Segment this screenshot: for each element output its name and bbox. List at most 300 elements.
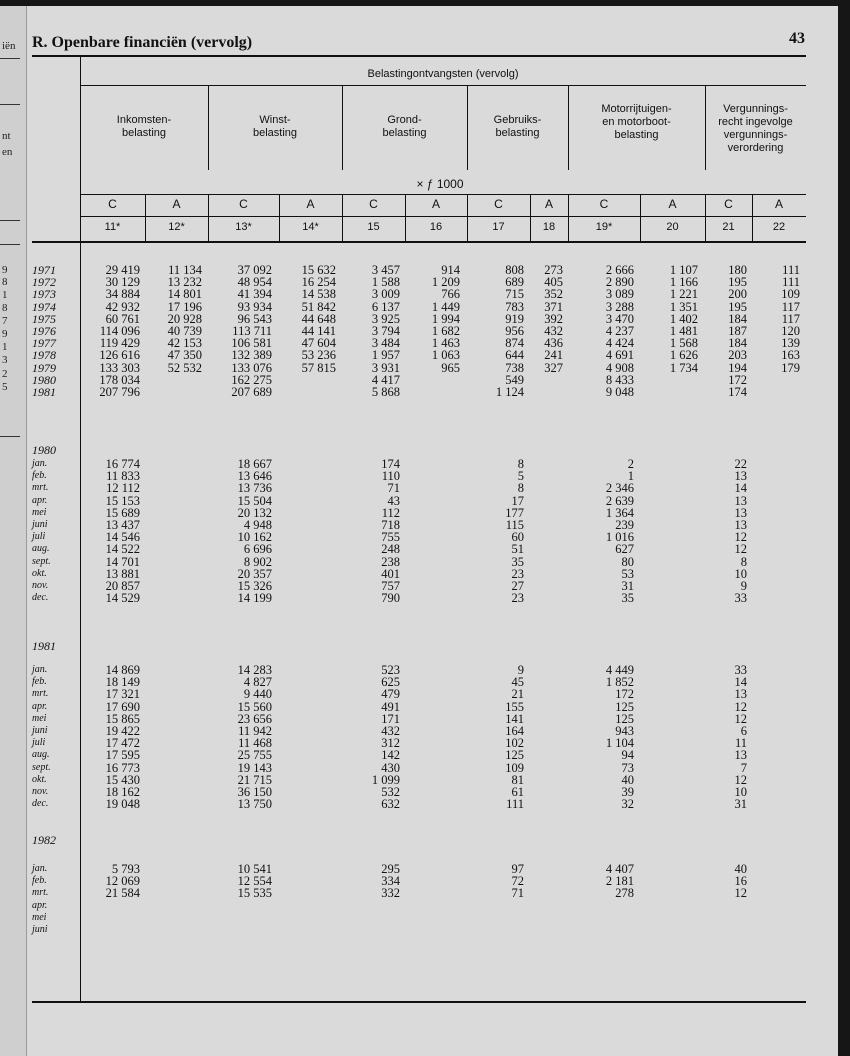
table-cell: 47 604 [301,336,336,351]
row-label: mei [32,911,47,923]
ca-label: C [369,197,378,211]
table-cell: 126 616 [99,348,140,363]
table-cell: 31 [621,579,634,593]
table-cell: 178 034 [99,372,140,387]
table-cell: 125 [615,699,634,714]
row-label: okt. [32,773,47,785]
table-cell: 12 [734,772,747,787]
table-cell: 6 [740,724,747,738]
row-label: sept. [32,761,51,773]
table-cell: 8 902 [243,554,272,569]
table-cell: 113 711 [232,324,272,338]
table-cell: 44 141 [301,324,336,338]
table-cell: 12 [734,711,747,726]
table-cell: 14 801 [167,287,202,302]
table-cell: 51 [511,542,524,557]
table-cell: 956 [505,324,524,338]
table-cell: 1 364 [605,505,634,520]
table-cell: 80 [621,554,634,569]
row-label: 1976 [32,324,56,338]
table-cell: 2 [627,457,634,471]
table-cell: 4 417 [371,372,400,387]
ca-label: A [172,197,181,211]
table-cell: 3 925 [371,311,400,326]
table-cell: 7 [740,760,747,775]
table-cell: 627 [615,542,634,557]
table-cell: 43 [387,493,400,508]
table-cell: 20 928 [167,311,202,326]
row-label: jan. [32,863,48,874]
table-cell: 15 535 [237,886,272,901]
table-cell: 44 648 [301,311,336,326]
ca-label: A [774,197,783,211]
table-cell: 13 [734,469,747,484]
table-cell: 30 129 [105,275,140,290]
table-cell: 790 [381,591,400,606]
table-cell: 133 076 [231,360,272,375]
row-label: feb. [32,875,47,887]
spine-fragment: iën [2,40,16,52]
table-cell: 21 [511,687,524,702]
table-cell: 10 [734,566,747,581]
table-cell: 1 063 [431,348,460,363]
table-cell: 15 326 [237,579,272,593]
spine-fragment: 5 [2,381,8,393]
table-cell: 16 774 [105,457,140,471]
ca-label: C [239,197,248,211]
table-cell: 874 [505,336,524,351]
table-cell: 1 994 [431,311,460,326]
table-cell: 13 750 [237,797,272,812]
table-cell: 110 [381,469,400,484]
table-cell: 13 736 [237,481,272,496]
table-cell: 6 137 [371,299,400,314]
table-cell: 22 [734,457,747,471]
table-cell: 479 [381,687,400,702]
row-label: dec. [32,798,49,810]
table-cell: 111 [782,275,800,290]
group-divider [568,85,569,170]
table-top-rule [32,55,806,57]
table-cell: 10 [734,785,747,799]
group-header: Motorrijtuigen- en motorboot- belasting [601,103,672,141]
table-cell: 115 [505,518,524,532]
table-cell: 171 [381,711,400,726]
row-label: juni [32,519,48,530]
table-cell: 73 [621,760,634,775]
table-cell: 23 656 [237,711,272,726]
table-cell: 13 881 [105,566,140,581]
table-cell: 17 595 [105,748,140,763]
page-title: R. Openbare financiën (vervolg) [32,34,253,51]
table-cell: 33 [734,663,747,677]
row-label: juni [32,924,48,935]
column-number: 11* [104,221,121,233]
table-cell: 1 449 [431,299,460,314]
row-label: aug. [32,543,50,555]
table-cell: 1 588 [371,275,400,290]
column-number: 13* [235,221,252,233]
table-cell: 102 [505,736,524,751]
table-cell: 32 [621,797,634,812]
table-cell: 117 [781,311,800,326]
table-cell: 12 [734,699,747,714]
table-cell: 14 546 [105,530,140,545]
header-bottom-rule [32,241,806,243]
table-cell: 13 [734,505,747,520]
column-number: 12* [168,221,185,233]
row-label: mei [32,712,47,724]
row-label: 1980 [32,372,56,387]
table-cell: 109 [781,287,800,302]
previous-page-edge [0,6,27,1056]
table-cell: 9 440 [243,687,272,702]
table-cell: 42 153 [167,336,202,351]
table-cell: 3 470 [605,311,634,326]
table-cell: 51 842 [301,299,336,314]
table-cell: 4 237 [605,324,634,338]
unit-rule [80,194,806,195]
spine-fragment: 7 [2,315,8,327]
row-label: okt. [32,567,47,579]
section-year-label: 1980 [32,443,56,457]
table-cell: 16 773 [105,760,140,775]
table-cell: 72 [511,874,524,889]
table-cell: 71 [511,886,524,901]
table-cell: 33 [734,591,747,606]
column-number: 21 [722,221,735,233]
table-cell: 177 [505,505,524,520]
ca-label: A [544,197,553,211]
table-cell: 436 [544,336,563,351]
row-label: mrt. [32,688,49,700]
table-cell: 4 691 [605,348,634,363]
table-cell: 14 199 [237,591,272,606]
table-cell: 14 522 [105,542,140,557]
column-number: 15 [367,221,380,233]
table-cell: 45 [511,675,524,690]
table-cell: 9 [740,579,747,593]
group-header: Grond- belasting [382,114,427,139]
spine-fragment: 1 [2,289,8,301]
row-label: nov. [32,580,49,591]
table-cell: 1 099 [371,772,400,787]
row-label: mrt. [32,887,49,899]
table-cell: 119 429 [99,336,140,351]
table-cell: 18 162 [105,785,140,799]
spine-fragment: 9 [2,328,8,340]
table-cell: 111 [782,263,800,277]
table-cell: 17 196 [167,299,202,314]
ca-label: A [306,197,315,211]
table-cell: 36 150 [237,785,272,799]
table-cell: 13 [734,687,747,702]
row-label: juni [32,725,48,736]
table-cell: 13 [734,493,747,508]
spine-fragment: nt [2,130,11,142]
row-label: 1979 [32,360,56,375]
table-cell: 109 [505,760,524,775]
table-cell: 19 143 [237,760,272,775]
table-cell: 2 181 [605,874,634,889]
table-cell: 47 350 [167,348,202,363]
row-label: 1971 [32,263,56,277]
row-label: juli [32,531,46,543]
ca-label: C [724,197,733,211]
table-cell: 689 [505,275,524,290]
table-cell: 718 [381,518,400,532]
table-cell: 141 [505,711,524,726]
table-cell: 9 [517,663,524,677]
table-cell: 16 254 [301,275,336,290]
table-cell: 125 [505,748,524,763]
table-cell: 23 [511,591,524,606]
table-cell: 430 [381,760,400,775]
table-cell: 3 288 [605,299,634,314]
table-cell: 125 [615,711,634,726]
table-cell: 248 [381,542,400,557]
table-cell: 10 541 [237,862,272,876]
table-cell: 35 [621,591,634,606]
row-label: aug. [32,749,50,761]
table-cell: 52 532 [167,360,202,375]
section-year-label: 1981 [32,639,56,653]
row-label: 1973 [32,287,56,302]
group-header: Winst- belasting [252,114,298,139]
ca-label: A [431,197,440,211]
table-cell: 31 [734,797,747,812]
group-header: Inkomsten- belasting [116,114,172,139]
table-cell: 34 884 [105,287,140,302]
table-cell: 57 815 [301,360,336,375]
column-number: 18 [542,221,556,233]
table-cell: 405 [544,275,563,290]
table-cell: 25 755 [237,748,272,763]
table-cell: 432 [544,324,563,338]
table-cell: 5 793 [111,862,140,876]
table-cell: 273 [544,263,563,277]
table-cell: 10 162 [237,530,272,545]
table-cell: 16 [734,874,747,889]
ca-label: C [599,197,609,211]
table-cell: 278 [615,886,634,901]
table-cell: 37 092 [237,263,272,277]
table-cell: 20 857 [105,579,140,593]
row-label: 1981 [32,385,56,399]
table-cell: 738 [505,360,524,375]
table-cell: 15 689 [105,505,140,520]
table-cell: 29 419 [105,263,140,277]
table-cell: 172 [728,372,747,387]
table-cell: 3 009 [371,287,400,302]
row-label: jan. [32,458,48,469]
column-number: 20 [666,221,679,233]
table-cell: 1 626 [669,348,698,363]
table-cell: 71 [387,481,400,496]
table-cell: 19 422 [105,724,140,738]
table-cell: 4 407 [605,862,634,876]
table-cell: 13 437 [105,518,140,532]
table-cell: 523 [381,663,400,677]
table-cell: 2 346 [605,481,634,496]
table-cell: 15 632 [301,263,336,277]
table-cell: 491 [381,699,400,714]
table-cell: 12 [734,542,747,557]
table-cell: 6 696 [243,542,272,557]
table-cell: 943 [615,724,634,738]
table-cell: 1 734 [669,360,698,375]
table-cell: 1 463 [431,336,460,351]
table-cell: 332 [381,886,400,901]
table-cell: 15 430 [105,772,140,787]
table-cell: 14 701 [105,554,140,569]
table-cell: 3 931 [371,360,400,375]
table-cell: 295 [381,862,400,876]
table-cell: 1 124 [495,385,524,399]
row-label: jan. [32,664,48,675]
table-cell: 162 275 [231,372,272,387]
table-cell: 114 096 [99,324,140,338]
column-number: 17 [492,221,505,233]
table-cell: 312 [381,736,400,751]
ca-label: C [108,197,117,211]
table-cell: 203 [728,348,747,363]
table-cell: 625 [381,675,400,690]
table-cell: 179 [781,360,800,375]
table-cell: 174 [381,457,400,471]
table-cell: 241 [544,348,563,363]
table-cell: 334 [381,874,400,889]
table-cell: 4 908 [605,360,634,375]
table-cell: 13 646 [237,469,272,484]
table-bottom-rule [32,1001,806,1003]
table-cell: 9 048 [605,385,634,399]
row-label: mrt. [32,482,49,494]
page-number: 43 [789,30,805,47]
table-cell: 184 [728,336,747,351]
table-cell: 965 [441,360,460,375]
table-cell: 1 166 [669,275,698,290]
table-cell: 174 [728,385,747,399]
spine-fragment: 8 [2,302,8,314]
column-number: 22 [772,221,786,233]
spine-rule [0,436,20,437]
table-cell: 60 [511,530,524,545]
row-label: 1974 [32,299,56,314]
row-label: 1977 [32,336,56,351]
table-cell: 40 [734,862,747,876]
table-cell: 12 069 [105,874,140,889]
table-cell: 2 890 [605,275,634,290]
row-label: sept. [32,555,51,567]
table-cell: 20 357 [237,566,272,581]
table-cell: 61 [511,785,524,799]
table-cell: 112 [381,505,400,520]
table-cell: 14 538 [301,287,336,302]
table-cell: 757 [381,579,400,593]
group-title-rule [80,85,806,86]
row-label: 1972 [32,275,56,290]
table-cell: 17 [511,493,524,508]
table-cell: 352 [544,287,563,302]
table-cell: 53 236 [301,348,336,363]
table-cell: 53 [621,566,634,581]
table-cell: 23 [511,566,524,581]
table-cell: 15 153 [105,493,140,508]
spine-fragment: 1 [2,341,8,353]
table-cell: 632 [381,797,400,812]
table-cell: 3 484 [371,336,400,351]
row-label: juli [32,737,46,749]
table-cell: 4 948 [243,518,272,532]
table-cell: 327 [544,360,563,375]
table-cell: 18 149 [105,675,140,690]
spine-fragment: 8 [2,276,8,288]
table-cell: 14 869 [105,663,140,677]
table-cell: 3 794 [371,324,400,338]
table-cell: 14 [734,481,747,496]
table-cell: 5 [517,469,524,484]
spine-rule [0,104,20,105]
group-divider [342,85,343,170]
table-cell: 172 [615,687,634,702]
table-cell: 20 132 [237,505,272,520]
spine-rule [0,244,20,245]
table-cell: 1 107 [669,263,698,277]
table-cell: 5 868 [371,385,400,399]
table-cell: 8 [517,457,524,471]
spine-fragment: 9 [2,264,8,276]
table-cell: 532 [381,785,400,799]
table-cell: 17 472 [105,736,140,751]
row-label: apr. [32,700,48,712]
group-header: Gebruiks- belasting [493,114,542,139]
table-cell: 132 389 [231,348,272,363]
group-title: Belastingontvangsten (vervolg) [367,68,519,80]
table-cell: 48 954 [237,275,272,290]
table-cell: 60 761 [105,311,140,326]
table-cell: 17 321 [105,687,140,702]
column-number: 16 [429,221,443,233]
table-cell: 14 [734,675,747,690]
table-cell: 12 112 [106,481,140,496]
table-cell: 914 [441,263,460,277]
table-cell: 783 [505,299,524,314]
table-cell: 40 [621,772,634,787]
table-cell: 21 584 [105,886,140,901]
table-cell: 195 [728,299,747,314]
table-cell: 1 104 [605,736,634,751]
table-cell: 164 [505,724,524,738]
spine-rule [0,58,20,59]
table-cell: 644 [505,348,524,363]
ca-label: A [668,197,677,211]
row-label: nov. [32,786,49,797]
group-divider [208,85,209,170]
table-cell: 15 560 [237,699,272,714]
table-cell: 120 [781,324,800,338]
table-cell: 11 468 [238,736,272,751]
unit-label: × ƒ 1000 [416,177,464,191]
table-cell: 142 [381,748,400,763]
row-label: dec. [32,592,49,604]
group-divider [467,85,468,170]
table-cell: 15 504 [237,493,272,508]
table-cell: 15 865 [105,711,140,726]
row-label: 1975 [32,311,56,326]
table-cell: 766 [441,287,460,302]
table-cell: 1 568 [669,336,698,351]
